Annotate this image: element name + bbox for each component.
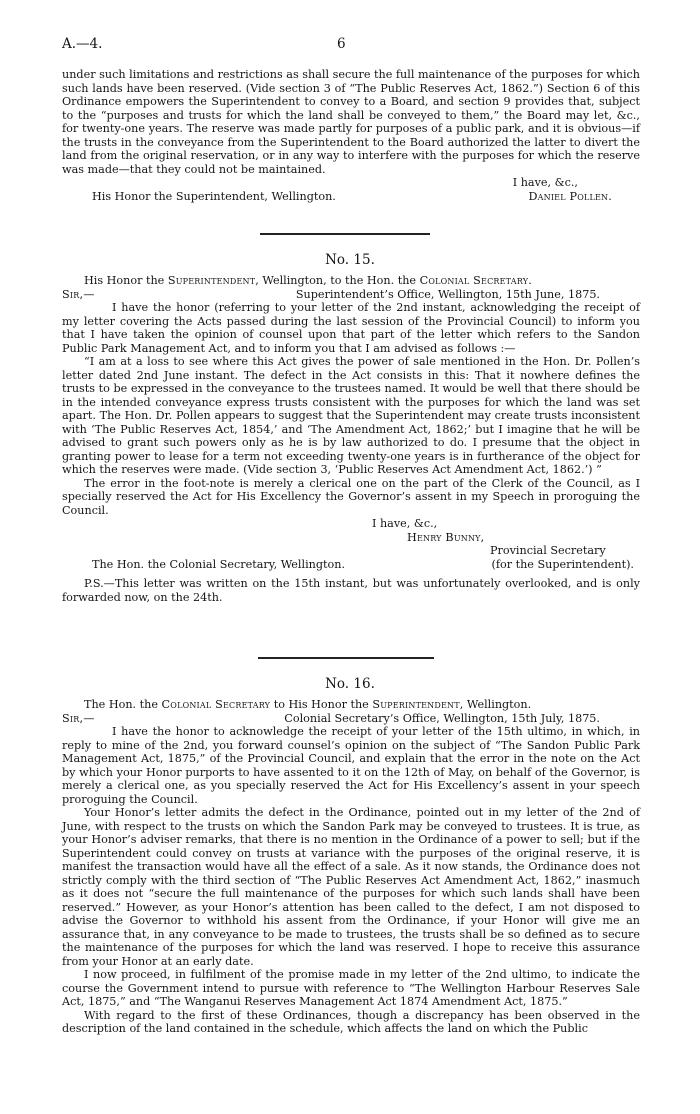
closing-line: I have, &c., [372,517,438,530]
closing-line: I have, &c., [512,176,578,189]
body-paragraph: under such limitations and restrictions as shall secure the full maintenance of the purposes for which such lands have been reserved. (Vide section 3 of “The Public Reserves Act, 1862.”) Section 6 of this Ordinance empowers the Superintendent to convey to a Board, and section 9 provides that, subject to the “purposes and trusts for which the land shall be conveyed to them,” the Board may let, &c., for twenty-one years. The reserve was made partly for purposes of a public park, and it is obvious—if the trusts in the conveyance from the Superintendent to the Board authorized the latter to divert the land from the original reservation, or in any way to interfere with the purposes for which the reserve was made—that they could not be maintained. [62,68,640,176]
addressee: His Honor the Superintendent, Wellington. [92,189,336,203]
letter-heading: His Honor the Superintendent, Wellington, to the Hon. the Colonial Secretary. [84,274,532,287]
letter-number: No. 16. [325,676,375,692]
body-paragraph: Your Honor’s letter admits the defect in the Ordinance, pointed out in my letter of the 2nd of June, with respect to the trusts on which the Sandon Park may be conveyed to trustees. It is true, as your Honor’s adviser remarks, that there is no mention in the Ordinance of a power to sell; but if the Superintendent could convey on trusts at variance with the purposes of the original reserve, it is manifest the transaction would have all the effect of a sale. As it now stands, the Ordinance does not strictly comply with the third section of “The Public Reserves Act Amendment Act, 1862,” inasmuch as it does not “secure the full maintenance of the purposes for which such lands shall have been reserved.” However, as your Honor’s attention has been called to the defect, I am not disposed to advise the Governor to withhold his assent from the Ordinance, if your Honor will give me an assurance that, in any conveyance to be made to trustees, the trusts shall be so defined as to secure the maintenance of the purposes for which the land was reserved. I hope to receive this assurance from your Honor at an early date. [62,806,640,968]
letter-number: No. 15. [325,252,375,268]
signature: Daniel Pollen. [528,189,612,203]
letter-16 [62,698,640,1036]
letter-heading: The Hon. the Colonial Secretary to His Honor the Superintendent, Wellington. [84,698,532,711]
page-number: 6 [337,36,346,52]
section-divider [258,657,434,659]
signature-title: (for the Superintendent). [491,557,634,571]
postscript: P.S.—This letter was written on the 15th instant, but was unfortunately overlooked, and is only forwarded now, on the 24th. [62,577,640,604]
dateline: Superintendent’s Office, Wellington, 15th June, 1875. [295,287,600,301]
salutation: Sir,— [62,711,95,725]
letter-14-continuation [62,68,640,203]
letter-15 [62,274,640,604]
body-paragraph: The error in the foot-note is merely a clerical one on the part of the Clerk of the Council, as I specially reserved the Act for His Excellency the Governor’s assent in my Speech in proroguing the Council. [62,476,640,517]
body-paragraph: “I am at a loss to see where this Act gives the power of sale mentioned in the Hon. Dr. Pollen’s letter dated 2nd June instant. The defect in the Act consists in this: That it nowhere defines the trusts to be expressed in the conveyance to the trustees named. It would be well that there should be in the intended conveyance express trusts consistent with the purposes for which the land was set apart. The Hon. Dr. Pollen appears to suggest that the Superintendent may create trusts inconsistent with ‘The Public Reserves Act, 1854,’ and ‘The Amendment Act, 1862;’ but I imagine that he will be advised to grant such powers only as he is by law authorized to do. I presume that the object in granting power to lease for a term not exceeding twenty-one years is in furtherance of the object for which the reserves were made. (Vide section 3, ‘Public Reserves Act Amendment Act, 1862.’) ” [62,355,640,476]
document-reference: A.—4. [62,36,103,52]
body-paragraph: I have the honor to acknowledge the receipt of your letter of the 15th ultimo, in which, in reply to mine of the 2nd, you forward counsel’s opinion on the subject of “The Sandon Public Park Management Act, 1875,” of the Provincial Council, and explain that the error in the note on the Act by which your Honor purports to have assented to it on the 12th of May, on behalf of the Governor, is merely a clerical one, as you specially reserved the Act for His Excellency’s assent in your speech proroguing the Council. [62,725,640,806]
body-paragraph: I have the honor (referring to your letter of the 2nd instant, acknowledging the receipt of my letter covering the Acts passed during the last session of the Provincial Council) to inform you that I have taken the opinion of counsel upon that part of the letter which refers to the Sandon Public Park Management Act, and to inform you that I am advised as follows :— [62,301,640,355]
body-paragraph: With regard to the first of these Ordinances, though a discrepancy has been observed in the description of the land contained in the schedule, which affects the land on which the Public [62,1008,640,1035]
dateline: Colonial Secretary’s Office, Wellington, 15th July, 1875. [284,711,600,725]
addressee: The Hon. the Colonial Secretary, Wellington. [92,557,346,571]
signature-title: Provincial Secretary [490,544,606,557]
salutation: Sir,— [62,287,95,301]
signature: Henry Bunny, [407,530,485,544]
section-divider [260,233,430,235]
body-paragraph: I now proceed, in fulfilment of the promise made in my letter of the 2nd ultimo, to indicate the course the Government intend to pursue with reference to “The Wellington Harbour Reserves Sale Act, 1875,” and “The Wanganui Reserves Management Act 1874 Amendment Act, 1875.” [62,968,640,1008]
